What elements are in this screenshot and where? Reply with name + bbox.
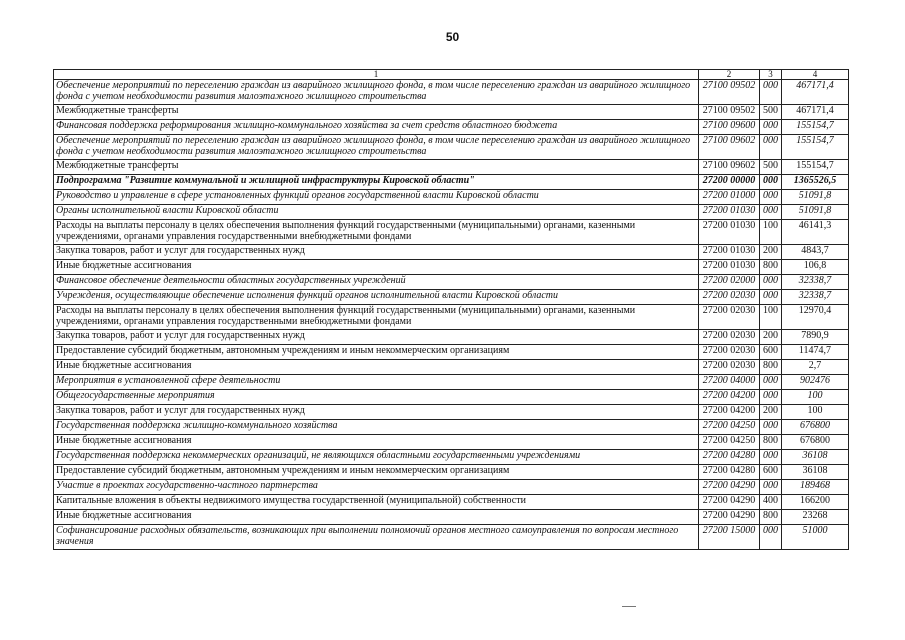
- row-sum-cell: 51091,8: [782, 190, 849, 205]
- row-name-cell: Государственная поддержка жилищно-коммунального хозяйства: [54, 420, 699, 435]
- row-name-cell: Финансовое обеспечение деятельности областных государственных учреждений: [54, 275, 699, 290]
- row-sum-cell: 902476: [782, 375, 849, 390]
- row-code-cell: 27200 02000: [699, 275, 760, 290]
- page-number: 50: [445, 30, 460, 44]
- row-code-cell: 27200 04250: [699, 435, 760, 450]
- table-row: [54, 305, 849, 330]
- row-kvr-cell: 500: [760, 160, 782, 175]
- table-row: [54, 360, 849, 375]
- column-header-sum: 4: [782, 70, 849, 80]
- row-name-cell: Иные бюджетные ассигнования: [54, 510, 699, 525]
- row-code-cell: 27100 09502: [699, 105, 760, 120]
- row-code-cell: 27200 02030: [699, 330, 760, 345]
- row-code-cell: 27200 04000: [699, 375, 760, 390]
- row-kvr-cell: 000: [760, 525, 782, 550]
- row-name-cell: Расходы на выплаты персоналу в целях обеспечения выполнения функций государственными (муниципальными) органами, казенными учреждениями, органами управления государственными внебюджетными фондами: [54, 305, 699, 330]
- table-row: [54, 510, 849, 525]
- table-row: [54, 275, 849, 290]
- table-row: [54, 220, 849, 245]
- row-name-cell: Органы исполнительной власти Кировской области: [54, 205, 699, 220]
- row-kvr-cell: 000: [760, 290, 782, 305]
- row-kvr-cell: 000: [760, 205, 782, 220]
- table-row: [54, 435, 849, 450]
- row-code-cell: 27200 15000: [699, 525, 760, 550]
- row-kvr-cell: 000: [760, 390, 782, 405]
- row-kvr-cell: 200: [760, 245, 782, 260]
- table-row: [54, 405, 849, 420]
- row-kvr-cell: 000: [760, 375, 782, 390]
- row-name-cell: Межбюджетные трансферты: [54, 160, 699, 175]
- row-name-cell: Руководство и управление в сфере установленных функций органов государственной власти Кировской области: [54, 190, 699, 205]
- row-code-cell: 27200 01000: [699, 190, 760, 205]
- row-name-cell: Софинансирование расходных обязательств, возникающих при выполнении полномочий органов местного самоуправления по вопросам местного значения: [54, 525, 699, 550]
- table-row: [54, 465, 849, 480]
- table-row: [54, 330, 849, 345]
- row-code-cell: 27200 04290: [699, 510, 760, 525]
- row-code-cell: 27100 09602: [699, 135, 760, 160]
- column-header-name: 1: [54, 70, 699, 80]
- row-code-cell: 27200 04280: [699, 450, 760, 465]
- row-kvr-cell: 100: [760, 220, 782, 245]
- row-name-cell: Финансовая поддержка реформирования жилищно-коммунального хозяйства за счет средств областного бюджета: [54, 120, 699, 135]
- row-code-cell: 27200 00000: [699, 175, 760, 190]
- table-row: [54, 390, 849, 405]
- row-code-cell: 27200 01030: [699, 205, 760, 220]
- row-kvr-cell: 200: [760, 405, 782, 420]
- table-row: [54, 245, 849, 260]
- row-sum-cell: 32338,7: [782, 290, 849, 305]
- row-kvr-cell: 000: [760, 175, 782, 190]
- row-sum-cell: 23268: [782, 510, 849, 525]
- row-sum-cell: 7890,9: [782, 330, 849, 345]
- row-sum-cell: 189468: [782, 480, 849, 495]
- row-kvr-cell: 000: [760, 120, 782, 135]
- row-name-cell: Закупка товаров, работ и услуг для государственных нужд: [54, 245, 699, 260]
- table-row: [54, 105, 849, 120]
- row-code-cell: 27200 02030: [699, 290, 760, 305]
- row-code-cell: 27200 01030: [699, 260, 760, 275]
- row-name-cell: Межбюджетные трансферты: [54, 105, 699, 120]
- column-header-code: 2: [699, 70, 760, 80]
- row-code-cell: 27100 09602: [699, 160, 760, 175]
- table-row: [54, 260, 849, 275]
- row-sum-cell: 11474,7: [782, 345, 849, 360]
- row-sum-cell: 166200: [782, 495, 849, 510]
- row-kvr-cell: 200: [760, 330, 782, 345]
- table-row: [54, 175, 849, 190]
- row-code-cell: 27100 09600: [699, 120, 760, 135]
- row-name-cell: Государственная поддержка некоммерческих организаций, не являющихся областными государственными учреждениями: [54, 450, 699, 465]
- row-kvr-cell: 000: [760, 480, 782, 495]
- table-row: [54, 205, 849, 220]
- table-row: [54, 190, 849, 205]
- row-name-cell: Расходы на выплаты персоналу в целях обеспечения выполнения функций государственными (муниципальными) органами, казенными учреждениями, органами управления государственными внебюджетными фондами: [54, 220, 699, 245]
- row-sum-cell: 100: [782, 390, 849, 405]
- row-sum-cell: 1365526,5: [782, 175, 849, 190]
- row-sum-cell: 676800: [782, 420, 849, 435]
- table-row: [54, 345, 849, 360]
- row-kvr-cell: 500: [760, 105, 782, 120]
- row-code-cell: 27200 02030: [699, 360, 760, 375]
- table-body: [54, 80, 849, 550]
- row-code-cell: 27200 04290: [699, 495, 760, 510]
- row-kvr-cell: 800: [760, 260, 782, 275]
- table-row: [54, 480, 849, 495]
- row-name-cell: Обеспечение мероприятий по переселению граждан из аварийного жилищного фонда, в том числе переселению граждан из аварийного жилищного фонда с учетом необходимости развития малоэтажного жилищного строительства: [54, 80, 699, 105]
- row-sum-cell: 155154,7: [782, 160, 849, 175]
- row-code-cell: 27200 04250: [699, 420, 760, 435]
- row-name-cell: Закупка товаров, работ и услуг для государственных нужд: [54, 330, 699, 345]
- budget-table: [53, 69, 849, 550]
- row-sum-cell: 2,7: [782, 360, 849, 375]
- row-sum-cell: 155154,7: [782, 120, 849, 135]
- row-kvr-cell: 000: [760, 80, 782, 105]
- row-name-cell: Обеспечение мероприятий по переселению граждан из аварийного жилищного фонда, в том числе переселению граждан из аварийного жилищного фонда с учетом необходимости развития малоэтажного жилищного строительства: [54, 135, 699, 160]
- row-name-cell: Предоставление субсидий бюджетным, автономным учреждениям и иным некоммерческим организациям: [54, 345, 699, 360]
- row-code-cell: 27200 01030: [699, 220, 760, 245]
- table-row: [54, 135, 849, 160]
- row-kvr-cell: 000: [760, 135, 782, 160]
- row-code-cell: 27200 01030: [699, 245, 760, 260]
- row-name-cell: Предоставление субсидий бюджетным, автономным учреждениям и иным некоммерческим организациям: [54, 465, 699, 480]
- row-sum-cell: 676800: [782, 435, 849, 450]
- row-code-cell: 27100 09502: [699, 80, 760, 105]
- row-sum-cell: 51091,8: [782, 205, 849, 220]
- row-sum-cell: 46141,3: [782, 220, 849, 245]
- table-row: [54, 160, 849, 175]
- row-name-cell: Учреждения, осуществляющие обеспечение исполнения функций органов исполнительной власти Кировской области: [54, 290, 699, 305]
- row-kvr-cell: 800: [760, 360, 782, 375]
- row-sum-cell: 36108: [782, 465, 849, 480]
- row-kvr-cell: 000: [760, 190, 782, 205]
- row-kvr-cell: 800: [760, 510, 782, 525]
- row-name-cell: Иные бюджетные ассигнования: [54, 360, 699, 375]
- row-kvr-cell: 600: [760, 465, 782, 480]
- table-row: [54, 495, 849, 510]
- row-sum-cell: 12970,4: [782, 305, 849, 330]
- row-code-cell: 27200 02030: [699, 345, 760, 360]
- row-kvr-cell: 000: [760, 275, 782, 290]
- row-sum-cell: 36108: [782, 450, 849, 465]
- row-sum-cell: 100: [782, 405, 849, 420]
- row-name-cell: Общегосударственные мероприятия: [54, 390, 699, 405]
- row-name-cell: Капитальные вложения в объекты недвижимого имущества государственной (муниципальной) собственности: [54, 495, 699, 510]
- row-sum-cell: 4843,7: [782, 245, 849, 260]
- stray-mark: [622, 606, 636, 607]
- row-name-cell: Иные бюджетные ассигнования: [54, 435, 699, 450]
- row-kvr-cell: 400: [760, 495, 782, 510]
- row-name-cell: Мероприятия в установленной сфере деятельности: [54, 375, 699, 390]
- table-header-row: [54, 70, 849, 80]
- row-name-cell: Иные бюджетные ассигнования: [54, 260, 699, 275]
- row-code-cell: 27200 04200: [699, 390, 760, 405]
- table-row: [54, 290, 849, 305]
- row-sum-cell: 155154,7: [782, 135, 849, 160]
- table-row: [54, 120, 849, 135]
- table-row: [54, 420, 849, 435]
- row-sum-cell: 467171,4: [782, 105, 849, 120]
- row-kvr-cell: 000: [760, 420, 782, 435]
- row-name-cell: Закупка товаров, работ и услуг для государственных нужд: [54, 405, 699, 420]
- row-kvr-cell: 800: [760, 435, 782, 450]
- row-kvr-cell: 600: [760, 345, 782, 360]
- row-code-cell: 27200 04200: [699, 405, 760, 420]
- row-kvr-cell: 100: [760, 305, 782, 330]
- row-name-cell: Подпрограмма "Развитие коммунальной и жилищной инфраструктуры Кировской области": [54, 175, 699, 190]
- row-code-cell: 27200 04290: [699, 480, 760, 495]
- row-sum-cell: 51000: [782, 525, 849, 550]
- row-kvr-cell: 000: [760, 450, 782, 465]
- table-row: [54, 450, 849, 465]
- table-row: [54, 525, 849, 550]
- row-sum-cell: 32338,7: [782, 275, 849, 290]
- row-sum-cell: 467171,4: [782, 80, 849, 105]
- row-name-cell: Участие в проектах государственно-частного партнерства: [54, 480, 699, 495]
- table-row: [54, 80, 849, 105]
- table-row: [54, 375, 849, 390]
- row-sum-cell: 106,8: [782, 260, 849, 275]
- column-header-kvr: 3: [760, 70, 782, 80]
- row-code-cell: 27200 04280: [699, 465, 760, 480]
- row-code-cell: 27200 02030: [699, 305, 760, 330]
